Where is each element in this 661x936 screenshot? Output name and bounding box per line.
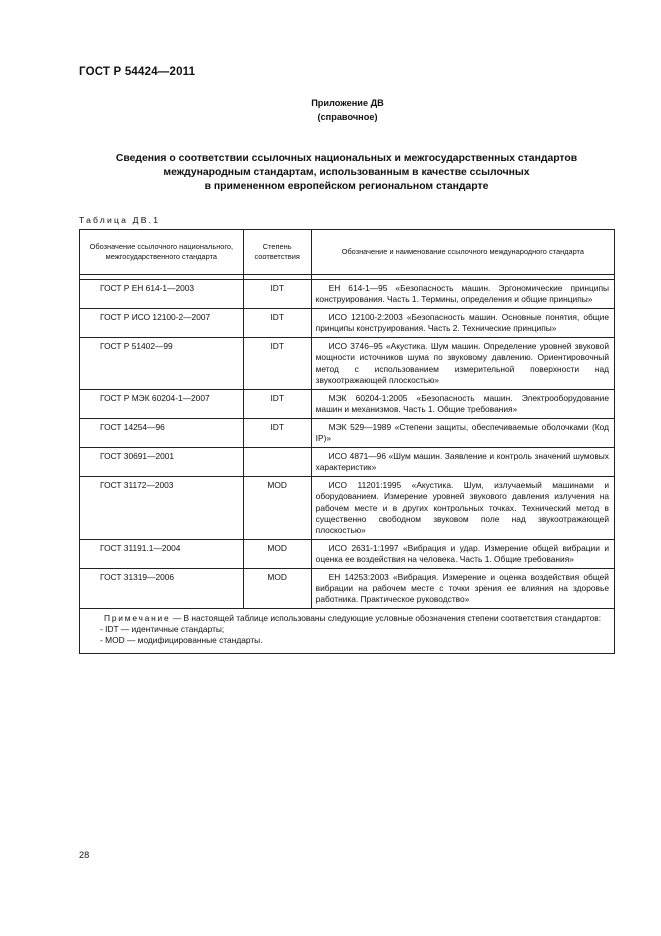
cell-reference: ИСО 2631-1:1997 «Вибрация и удар. Измерение общей вибрации и оценка ее воздействия на человека. Часть 1. Общие требования»	[311, 539, 614, 568]
cell-degree: MOD	[243, 477, 311, 539]
page-number: 28	[79, 850, 90, 860]
table-note	[80, 609, 615, 653]
cell-standard: ГОСТ 31319—2006	[80, 568, 244, 608]
cell-standard: ГОСТ 14254—96	[80, 418, 244, 447]
cell-reference: ИСО 12100-2:2003 «Безопасность машин. Основные понятия, общие принципы конструирования. Часть 2. Технические принципы»	[311, 309, 614, 338]
appendix-title: Приложение ДВ	[311, 98, 384, 108]
note-item-idt: - IDT — идентичные стандарты;	[100, 624, 225, 635]
cell-degree: IDT	[243, 389, 311, 418]
column-header-degree: Степень соответствия	[243, 230, 311, 275]
note-label: Примечание	[104, 613, 171, 624]
document-id: ГОСТ Р 54424—2011	[79, 66, 196, 78]
note-item-mod: - MOD — модифицированные стандарты.	[100, 635, 263, 646]
cell-standard: ГОСТ Р 51402—99	[80, 338, 244, 389]
table-row	[80, 338, 615, 389]
table-caption: Таблица ДВ.1	[79, 215, 161, 225]
appendix-kind: (справочное)	[317, 112, 378, 122]
table-row	[80, 309, 615, 338]
correspondence-table	[79, 229, 615, 654]
heading-line-2: международным стандартам, использованным в качестве ссылочных	[163, 167, 530, 178]
cell-reference: МЭК 60204-1:2005 «Безопасность машин. Электрооборудование машин и механизмов. Часть 1. Общие требования»	[311, 389, 614, 418]
cell-degree	[243, 448, 311, 477]
table-note-row	[80, 609, 615, 653]
column-header-national-standard: Обозначение ссылочного национального, межгосударственного стандарта	[80, 230, 244, 275]
cell-standard: ГОСТ 30691—2001	[80, 448, 244, 477]
cell-standard: ГОСТ 31191.1—2004	[80, 539, 244, 568]
heading-line-1: Сведения о соответствии ссылочных национальных и межгосударственных стандартов	[115, 153, 578, 164]
note-text	[86, 613, 608, 624]
cell-reference: ЕН 614-1—95 «Безопасность машин. Эргономические принципы конструирования. Часть 1. Термины, определения и общие принципы»	[311, 280, 614, 309]
cell-degree: IDT	[243, 309, 311, 338]
cell-standard: ГОСТ Р МЭК 60204-1—2007	[80, 389, 244, 418]
note-body: — В настоящей таблице использованы следующие условные обозначения степени соответствия стандартов:	[172, 613, 602, 624]
cell-degree: MOD	[243, 568, 311, 608]
cell-degree: IDT	[243, 338, 311, 389]
cell-degree: MOD	[243, 539, 311, 568]
cell-reference: ИСО 4871—96 «Шум машин. Заявление и контроль значений шумовых характеристик»	[311, 448, 614, 477]
cell-reference: МЭК 529—1989 «Степени защиты, обеспечиваемые оболочками (Код IP)»	[311, 418, 614, 447]
appendix-label	[0, 96, 661, 124]
column-header-international-standard: Обозначение и наименование ссылочного международного стандарта	[311, 230, 614, 275]
cell-standard: ГОСТ Р ИСО 12100-2—2007	[80, 309, 244, 338]
table-header-row	[80, 230, 615, 275]
section-heading	[79, 152, 614, 194]
table-row	[80, 539, 615, 568]
table-row	[80, 280, 615, 309]
cell-reference: ИСО 11201:1995 «Акустика. Шум, излучаемый машинами и оборудованием. Измерение уровней звукового давления излучения на рабочем месте и в других контрольных точках. Технический метод в существенно свободном звуковом поле над звукоотражающей плоскостью»	[311, 477, 614, 539]
cell-degree: IDT	[243, 280, 311, 309]
cell-reference: ИСО 3746–95 «Акустика. Шум машин. Определение уровней звуковой мощности источников шума по звуковому давлению. Ориентировочный метод с использованием измерительной поверхности над звукоотражающей плоскостью»	[311, 338, 614, 389]
table-row	[80, 477, 615, 539]
cell-degree: IDT	[243, 418, 311, 447]
table-row	[80, 568, 615, 608]
table-row	[80, 448, 615, 477]
table-row	[80, 418, 615, 447]
cell-standard: ГОСТ Р ЕН 614-1—2003	[80, 280, 244, 309]
table-row	[80, 389, 615, 418]
cell-reference: ЕН 14253:2003 «Вибрация. Измерение и оценка воздействия общей вибрации на рабочем месте с точки зрения ее влияния на здоровье работника. Практическое руководство»	[311, 568, 614, 608]
cell-standard: ГОСТ 31172—2003	[80, 477, 244, 539]
heading-line-3: в примененном европейском региональном стандарте	[204, 181, 489, 192]
